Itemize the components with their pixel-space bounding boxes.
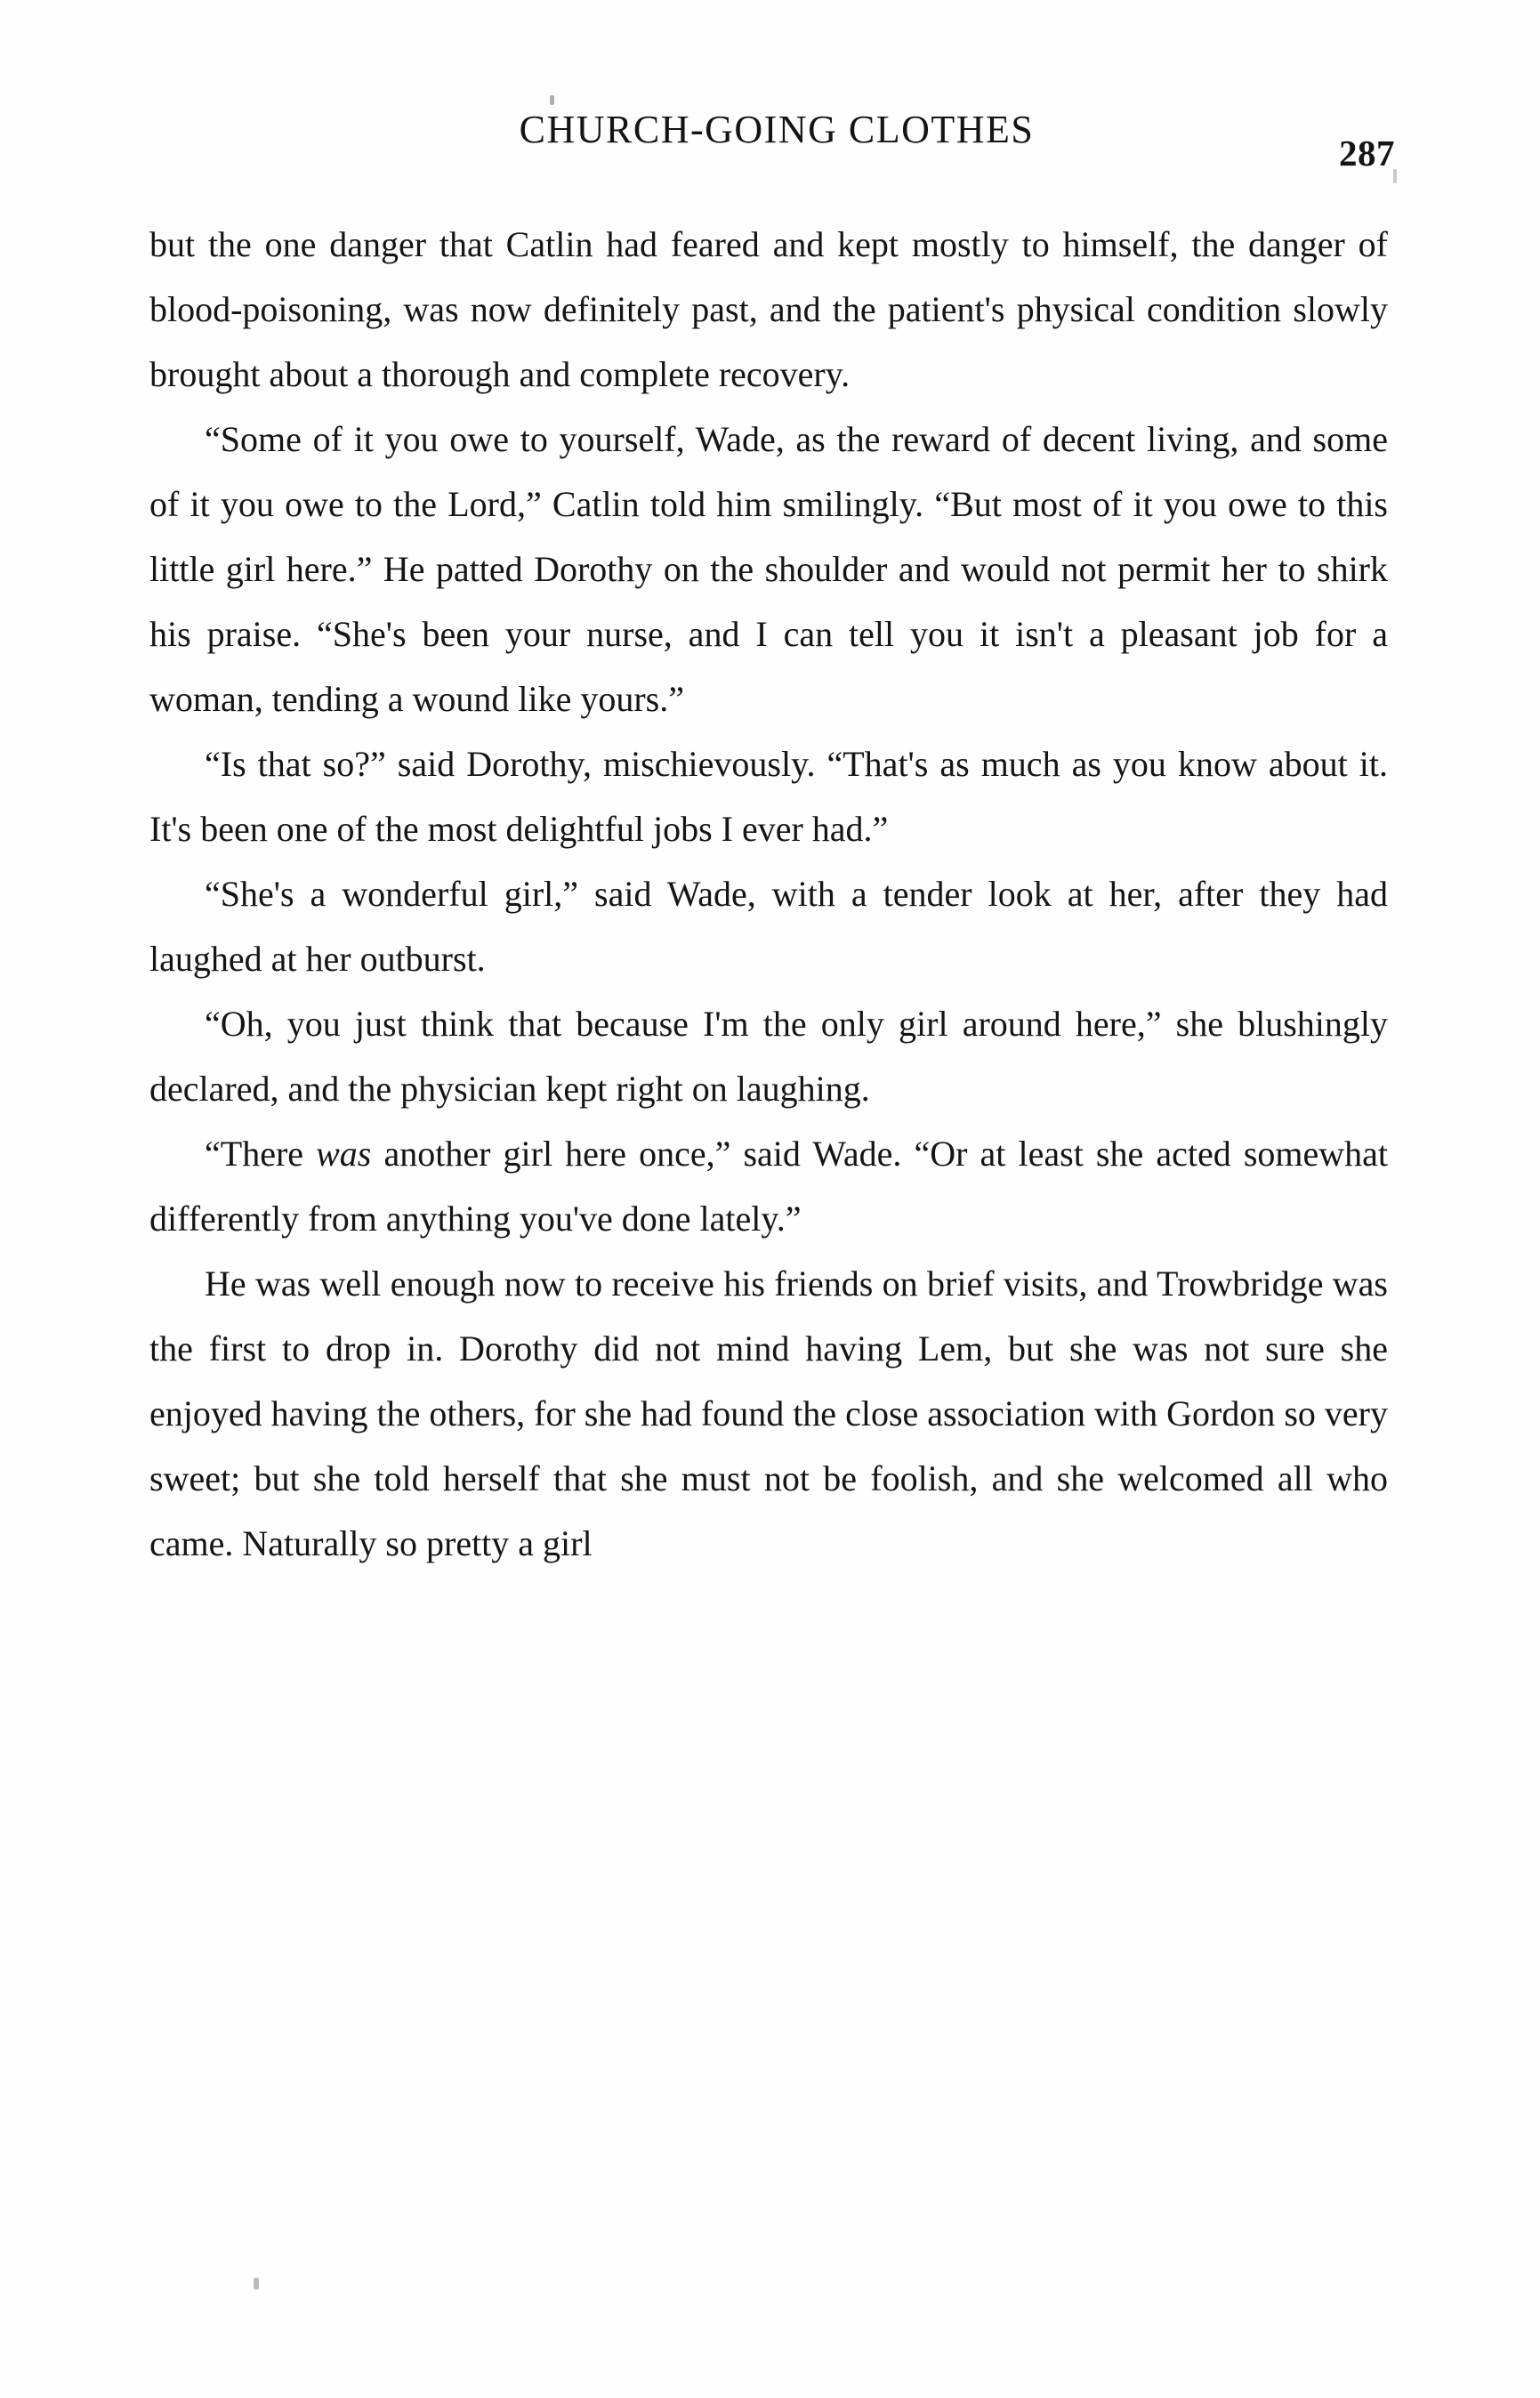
paragraph-with-italic <box>149 1121 1388 1251</box>
paragraph: “Oh, you just think that because I'm the only girl around here,” she blushingly declared, and the physician kept right on laughing. <box>149 1004 1388 1109</box>
page-content <box>149 107 1395 1576</box>
paragraph-text-before-italic: “There <box>205 1134 317 1174</box>
paragraph: “Some of it you owe to yourself, Wade, as the reward of decent living, and some of it you owe to the Lord,” Catlin told him smilingly. “But most of it you owe to this little girl here.” He patted Dorothy on the shoulder and would not permit her to shirk his praise. “She's been your nurse, and I can tell you it isn't a pleasant job for a woman, tending a wound like yours.” <box>149 419 1388 719</box>
paragraph: but the one danger that Catlin had feared and kept mostly to himself, the danger of blood-poisoning, was now definitely past, and the patient's physical condition slowly brought about a thorough and complete recovery. <box>149 224 1388 394</box>
paragraph: “She's a wonderful girl,” said Wade, with a tender look at her, after they had laughed at her outburst. <box>149 874 1388 979</box>
body-text <box>149 212 1388 1576</box>
paragraph-text-after-italic: another girl here once,” said Wade. “Or at least she acted somewhat differently from anything you've done lately.” <box>149 1134 1389 1239</box>
page-header <box>149 107 1395 178</box>
running-head: CHURCH-GOING CLOTHES <box>519 108 1035 151</box>
page-number: 287 <box>1339 133 1395 174</box>
paragraph: He was well enough now to receive his friends on brief visits, and Trowbridge was the first to drop in. Dorothy did not mind having Lem, but she was not sure she enjoyed having the others, for she had found the close association with Gordon so very sweet; but she told herself that she must not be foolish, and she welcomed all who came. Naturally so pretty a girl <box>149 1264 1388 1563</box>
scan-speck-icon <box>550 95 554 105</box>
italic-word: was <box>316 1134 372 1174</box>
paragraph: “Is that so?” said Dorothy, mischievously. “That's as much as you know about it. It's been one of the most delightful jobs I ever had.” <box>149 744 1388 849</box>
scan-speck-icon <box>254 2278 259 2289</box>
